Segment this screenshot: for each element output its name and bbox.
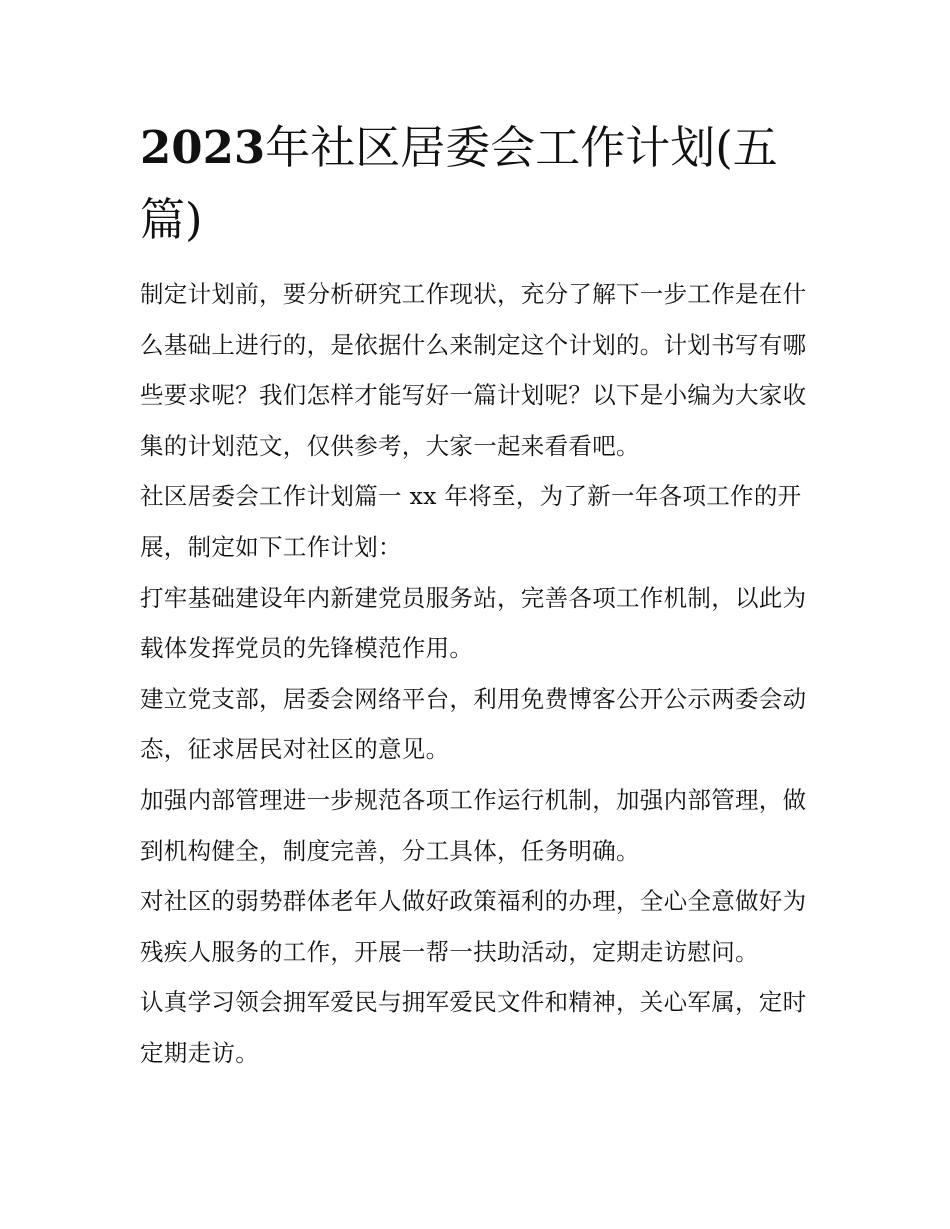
body-paragraph: 建立党支部，居委会网络平台，利用免费博客公开公示两委会动态，征求居民对社区的意见。 (140, 684, 807, 764)
intro-paragraph: 制定计划前，要分析研究工作现状，充分了解下一步工作是在什么基础上进行的，是依据什么来制定这个计划的。计划书写有哪些要求呢？我们怎样才能写好一篇计划呢？以下是小编为大家收集的计划范文，仅供参考，大家一起来看看吧。 (140, 280, 807, 460)
document-page (140, 112, 820, 1079)
title-year: 2023 (140, 121, 266, 174)
body-paragraph: 认真学习领会拥军爱民与拥军爱民文件和精神，关心军属，定时定期走访。 (140, 988, 807, 1067)
body-paragraph: 对社区的弱势群体老年人做好政策福利的办理，全心全意做好为残疾人服务的工作，开展一帮一扶助活动，定期走访慰问。 (140, 887, 807, 966)
body-paragraph: 打牢基础建设年内新建党员服务站，完善各项工作机制，以此为载体发挥党员的先锋模范作用。 (140, 583, 807, 663)
section-one-paragraph: 社区居委会工作计划篇一 xx 年将至，为了新一年各项工作的开展，制定如下工作计划： (140, 482, 802, 561)
document-title (140, 112, 820, 256)
title-text: 年社区居委会工作计划(五篇) (140, 121, 778, 246)
body-paragraph: 加强内部管理进一步规范各项工作运行机制，加强内部管理，做到机构健全，制度完善，分工具体，任务明确。 (140, 785, 807, 865)
